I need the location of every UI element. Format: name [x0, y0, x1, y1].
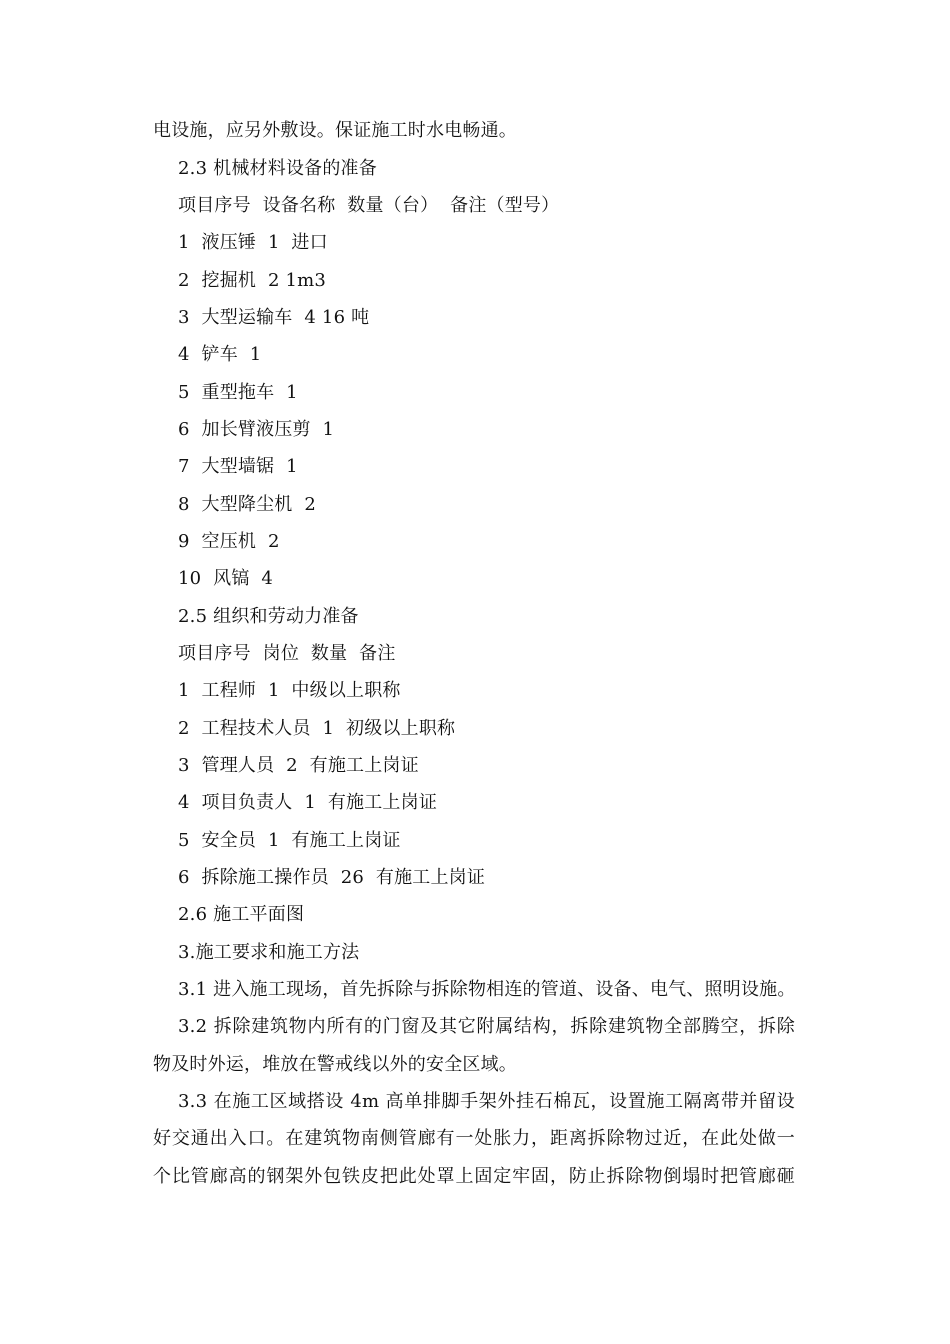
list-item: 2 工程技术人员 1 初级以上职称	[178, 718, 456, 739]
section-heading: 2.5 组织和劳动力准备	[178, 606, 359, 627]
list-item: 8 大型降尘机 2	[178, 494, 316, 515]
list-item: 7 大型墙锯 1	[178, 456, 298, 477]
list-item: 2 挖掘机 2 1m3	[178, 270, 327, 291]
text-line: 电设施，应另外敷设。保证施工时水电畅通。	[153, 120, 517, 141]
paragraph-line: 3.1 进入施工现场，首先拆除与拆除物相连的管道、设备、电气、照明设施。	[178, 979, 796, 1000]
list-item: 4 铲车 1	[178, 344, 262, 365]
list-item: 4 项目负责人 1 有施工上岗证	[178, 792, 438, 813]
paragraph-line: 好交通出入口。在建筑物南侧管廊有一处胀力，距离拆除物过近，在此处做一	[153, 1128, 795, 1149]
list-item: 3 管理人员 2 有施工上岗证	[178, 755, 419, 776]
paragraph-line: 物及时外运，堆放在警戒线以外的安全区域。	[153, 1054, 517, 1075]
list-item: 1 工程师 1 中级以上职称	[178, 680, 401, 701]
table-header: 项目序号 设备名称 数量（台） 备注（型号）	[178, 195, 560, 216]
list-item: 5 安全员 1 有施工上岗证	[178, 830, 401, 851]
paragraph-line: 3.2 拆除建筑物内所有的门窗及其它附属结构，拆除建筑物全部腾空，拆除	[178, 1016, 795, 1037]
list-item: 1 液压锤 1 进口	[178, 232, 328, 253]
list-item: 6 加长臂液压剪 1	[178, 419, 335, 440]
list-item: 9 空压机 2	[178, 531, 280, 552]
paragraph-line: 3.3 在施工区域搭设 4m 高单排脚手架外挂石棉瓦，设置施工隔离带并留设	[178, 1091, 795, 1112]
section-heading: 2.6 施工平面图	[178, 904, 305, 925]
paragraph-line: 个比管廊高的钢架外包铁皮把此处罩上固定牢固，防止拆除物倒塌时把管廊砸	[153, 1166, 795, 1187]
table-header: 项目序号 岗位 数量 备注	[178, 643, 396, 664]
list-item: 5 重型拖车 1	[178, 382, 298, 403]
list-item: 6 拆除施工操作员 26 有施工上岗证	[178, 867, 486, 888]
section-heading: 2.3 机械材料设备的准备	[178, 158, 377, 179]
list-item: 3 大型运输车 4 16 吨	[178, 307, 370, 328]
list-item: 10 风镐 4	[178, 568, 274, 589]
section-heading: 3.施工要求和施工方法	[178, 942, 360, 963]
